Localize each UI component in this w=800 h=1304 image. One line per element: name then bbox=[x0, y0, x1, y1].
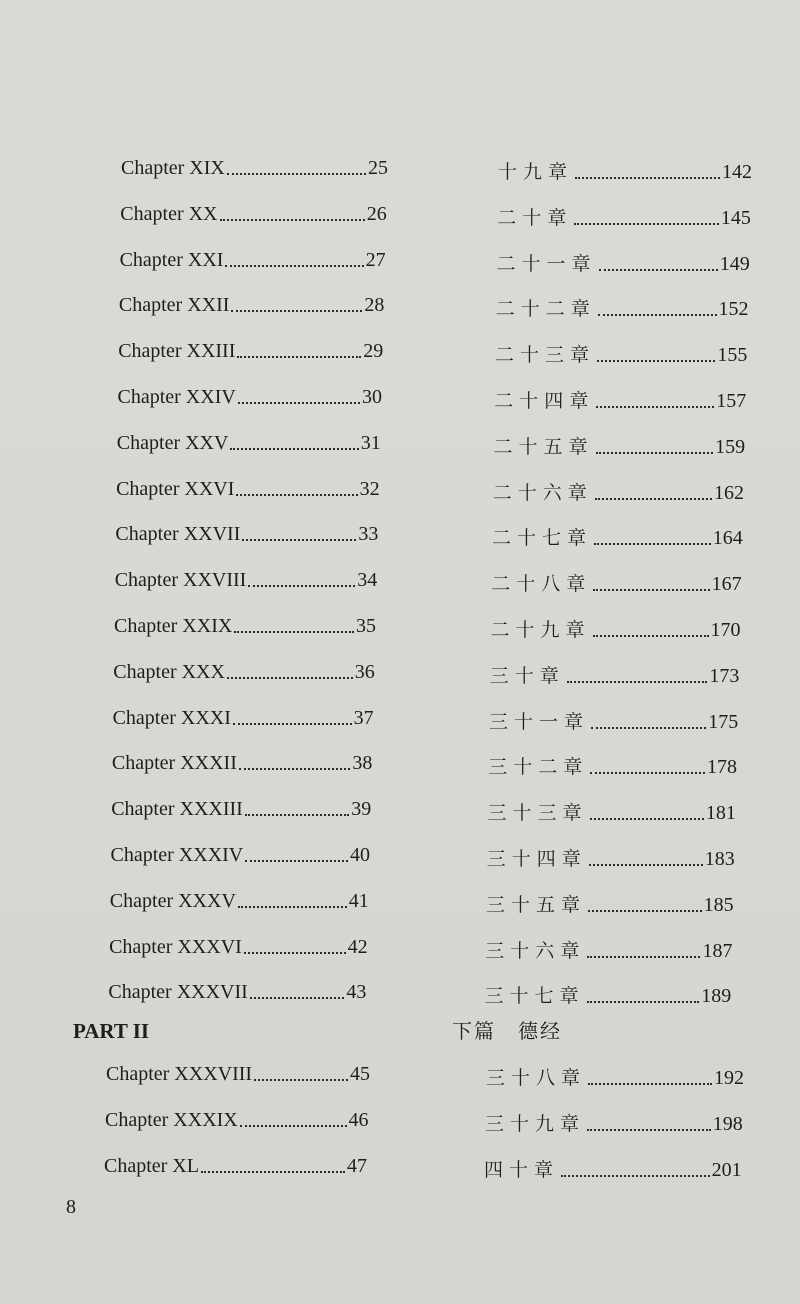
dot-leader bbox=[242, 538, 356, 541]
dot-leader bbox=[231, 309, 362, 312]
chapter-entry bbox=[114, 602, 376, 638]
chapter-zh-entry-label: 二十六章 bbox=[492, 481, 593, 504]
chapter-zh-entry bbox=[484, 1146, 742, 1182]
dot-leader bbox=[233, 722, 352, 725]
chapter-entry-label: Chapter XXXIV bbox=[110, 844, 244, 866]
chapter-zh-entry bbox=[488, 743, 737, 779]
chapter-entry bbox=[104, 1142, 367, 1178]
dot-leader bbox=[575, 176, 720, 179]
chapter-entry-label: Chapter XXI bbox=[119, 248, 224, 271]
chapter-zh-entry bbox=[486, 1054, 744, 1090]
chapter-zh-entry-page-number: 149 bbox=[719, 252, 750, 275]
chapter-entry-page-number: 42 bbox=[347, 935, 368, 958]
chapter-entry bbox=[105, 1096, 369, 1132]
dot-leader bbox=[596, 405, 714, 408]
chapter-entry bbox=[108, 968, 366, 1004]
chapter-entry bbox=[113, 648, 375, 684]
dot-leader bbox=[239, 767, 351, 770]
chapter-entry bbox=[120, 190, 387, 226]
chapter-entry-label: Chapter XIX bbox=[121, 157, 225, 179]
chapter-zh-entry bbox=[485, 927, 732, 963]
chapter-zh-entry-label: 三十三章 bbox=[487, 802, 588, 825]
chapter-zh-entry bbox=[487, 835, 735, 871]
chapter-zh-entry-page-number: 145 bbox=[720, 206, 751, 229]
chapter-zh-entry bbox=[491, 606, 741, 642]
chapter-zh-entry bbox=[497, 194, 751, 230]
dot-leader bbox=[244, 951, 346, 954]
chapter-zh-entry-page-number: 201 bbox=[711, 1159, 742, 1181]
chapter-zh-entry-label: 三十章 bbox=[489, 664, 565, 687]
dot-leader bbox=[590, 771, 705, 774]
chapter-zh-entry bbox=[494, 377, 746, 413]
chapter-entry-page-number: 27 bbox=[365, 248, 386, 271]
chapter-zh-entry-page-number: 178 bbox=[707, 756, 738, 779]
dot-leader bbox=[238, 401, 360, 404]
chapter-zh-entry-page-number: 183 bbox=[704, 848, 735, 870]
dot-leader bbox=[587, 1128, 711, 1131]
chapter-zh-entry-page-number: 198 bbox=[712, 1113, 743, 1135]
chapter-zh-entry-page-number: 192 bbox=[714, 1067, 744, 1089]
chapter-zh-entry-page-number: 142 bbox=[722, 161, 752, 183]
chapter-entry-page-number: 45 bbox=[350, 1063, 370, 1085]
chapter-zh-entry-label: 三十二章 bbox=[488, 756, 589, 779]
chapter-entry-label: Chapter XXVI bbox=[116, 477, 235, 500]
chapter-zh-entry-page-number: 155 bbox=[717, 344, 748, 367]
chapter-entry-label: Chapter XXV bbox=[116, 431, 229, 454]
dot-leader bbox=[230, 447, 358, 450]
chapter-entry-page-number: 36 bbox=[354, 660, 375, 683]
chapter-entry-page-number: 43 bbox=[346, 981, 367, 1004]
chapter-entry-page-number: 39 bbox=[351, 798, 372, 821]
chapter-entry-page-number: 37 bbox=[353, 706, 374, 729]
dot-leader bbox=[588, 1082, 712, 1085]
dot-leader bbox=[591, 726, 706, 729]
chapter-entry-page-number: 28 bbox=[364, 294, 385, 317]
chapter-entry-label: Chapter XXXIX bbox=[105, 1109, 238, 1131]
chapter-zh-entry-label: 二十一章 bbox=[496, 252, 597, 275]
chapter-entry-page-number: 25 bbox=[368, 157, 388, 179]
dot-leader bbox=[593, 588, 709, 591]
chapter-entry-label: Chapter XXIV bbox=[117, 386, 236, 408]
dot-leader bbox=[227, 172, 366, 175]
chapter-zh-entry-page-number: 159 bbox=[715, 435, 746, 458]
chapter-entry-label: Chapter XX bbox=[120, 202, 218, 225]
chapter-zh-entry-label: 二十三章 bbox=[495, 344, 596, 367]
chapter-entry-page-number: 33 bbox=[358, 523, 379, 546]
chapter-entry-label: Chapter XXIII bbox=[118, 340, 236, 363]
chapter-entry-page-number: 26 bbox=[366, 202, 387, 225]
chapter-zh-entry-page-number: 162 bbox=[713, 481, 744, 504]
dot-leader bbox=[574, 222, 719, 225]
chapter-zh-entry-label: 三十一章 bbox=[489, 710, 590, 733]
dot-leader bbox=[236, 493, 357, 496]
chapter-zh-entry bbox=[485, 1100, 743, 1136]
chapter-zh-entry-page-number: 157 bbox=[716, 390, 747, 412]
dot-leader bbox=[250, 996, 345, 999]
chapter-entry-label: Chapter XXXVI bbox=[109, 935, 242, 958]
chapter-zh-entry bbox=[494, 423, 746, 459]
chapter-zh-entry-page-number: 152 bbox=[718, 298, 749, 321]
dot-leader bbox=[237, 355, 361, 358]
chapter-entry bbox=[110, 877, 369, 913]
chapter-zh-entry bbox=[498, 148, 752, 184]
chapter-entry bbox=[121, 144, 388, 180]
chapter-entry-page-number: 47 bbox=[347, 1155, 367, 1177]
chapter-entry-label: Chapter XXXII bbox=[111, 752, 237, 775]
chapter-entry bbox=[119, 281, 385, 317]
chapter-entry bbox=[117, 419, 381, 455]
chapter-zh-entry-label: 三十七章 bbox=[484, 985, 585, 1008]
chapter-entry bbox=[115, 510, 378, 546]
chapter-entry-page-number: 35 bbox=[356, 615, 376, 637]
dot-leader bbox=[587, 1000, 700, 1003]
chapter-entry-label: Chapter XXXVII bbox=[108, 981, 248, 1004]
chapter-entry bbox=[120, 236, 386, 272]
chapter-zh-entry bbox=[496, 285, 749, 321]
chapter-zh-entry bbox=[490, 652, 740, 688]
dot-leader bbox=[594, 542, 711, 545]
dot-leader bbox=[590, 817, 704, 820]
chapter-entry-label: Chapter XXVII bbox=[115, 523, 241, 546]
part-ii-heading-zh: 下篇 德经 bbox=[452, 1019, 562, 1043]
chapter-zh-entry-label: 三十九章 bbox=[485, 1113, 586, 1135]
dot-leader bbox=[234, 630, 354, 633]
chapter-zh-entry-page-number: 189 bbox=[701, 985, 732, 1008]
chapter-zh-entry bbox=[497, 240, 750, 276]
chapter-entry-page-number: 46 bbox=[348, 1109, 369, 1131]
chapter-zh-entry-page-number: 167 bbox=[711, 573, 742, 596]
chapter-zh-entry bbox=[495, 331, 747, 367]
chapter-zh-entry-page-number: 164 bbox=[712, 527, 743, 550]
dot-leader bbox=[597, 359, 715, 362]
chapter-zh-entry-page-number: 170 bbox=[710, 619, 741, 641]
chapter-entry-page-number: 30 bbox=[362, 386, 382, 408]
dot-leader bbox=[598, 313, 717, 316]
chapter-entry-label: Chapter XXXVIII bbox=[106, 1063, 253, 1085]
chapter-entry bbox=[118, 327, 383, 363]
chapter-entry bbox=[112, 739, 373, 775]
chapter-entry-page-number: 34 bbox=[357, 569, 378, 592]
dot-leader bbox=[227, 676, 353, 679]
dot-leader bbox=[593, 634, 709, 637]
chapter-zh-entry-label: 三十四章 bbox=[486, 848, 587, 870]
chapter-entry bbox=[111, 831, 371, 867]
chapter-zh-entry-page-number: 187 bbox=[702, 939, 733, 962]
dot-leader bbox=[238, 905, 347, 908]
chapter-zh-entry-page-number: 185 bbox=[703, 893, 734, 916]
dot-leader bbox=[240, 1124, 347, 1127]
chapter-zh-entry-label: 十九章 bbox=[498, 161, 574, 183]
chapter-zh-entry-label: 二十九章 bbox=[490, 619, 591, 641]
chapter-zh-entry-label: 三十六章 bbox=[485, 939, 586, 962]
chapter-entry bbox=[113, 694, 374, 730]
chapter-entry bbox=[116, 465, 380, 501]
chapter-zh-entry-label: 三十八章 bbox=[486, 1067, 587, 1089]
chapter-entry bbox=[118, 373, 383, 409]
chapter-zh-entry bbox=[489, 698, 738, 734]
chapter-zh-entry-label: 二十四章 bbox=[494, 390, 595, 412]
part-ii-heading: PART II bbox=[73, 1019, 150, 1043]
dot-leader bbox=[245, 813, 349, 816]
chapter-entry-label: Chapter XL bbox=[104, 1155, 199, 1177]
chapter-zh-entry bbox=[492, 514, 743, 550]
chapter-zh-entry-label: 三十五章 bbox=[486, 893, 587, 916]
dot-leader bbox=[201, 1170, 345, 1173]
chapter-entry bbox=[111, 785, 371, 821]
chapter-entry-label: Chapter XXVIII bbox=[114, 569, 247, 592]
chapter-zh-entry bbox=[488, 789, 736, 825]
chapter-entry-page-number: 31 bbox=[360, 431, 381, 454]
dot-leader bbox=[254, 1078, 348, 1081]
chapter-entry-label: Chapter XXX bbox=[113, 660, 225, 683]
chapter-entry-label: Chapter XXXV bbox=[109, 889, 236, 912]
chapter-entry-page-number: 38 bbox=[352, 752, 373, 775]
chapter-entry bbox=[106, 1050, 370, 1086]
chapter-zh-entry bbox=[485, 972, 732, 1008]
chapter-zh-entry bbox=[486, 881, 734, 917]
chapter-entry bbox=[115, 556, 378, 592]
dot-leader bbox=[567, 680, 708, 683]
dot-leader bbox=[588, 909, 702, 912]
dot-leader bbox=[595, 497, 712, 500]
dot-leader bbox=[596, 451, 714, 454]
dot-leader bbox=[220, 218, 365, 221]
chapter-zh-entry-label: 二十二章 bbox=[495, 298, 596, 321]
page-number: 8 bbox=[66, 1196, 76, 1218]
chapter-entry-page-number: 29 bbox=[363, 340, 384, 363]
dot-leader bbox=[587, 955, 700, 958]
chapter-entry-page-number: 41 bbox=[348, 889, 369, 912]
chapter-entry bbox=[109, 923, 368, 959]
chapter-zh-entry-page-number: 175 bbox=[708, 710, 739, 733]
dot-leader bbox=[248, 584, 355, 587]
chapter-zh-entry-label: 二十五章 bbox=[493, 435, 594, 458]
dot-leader bbox=[245, 859, 348, 862]
chapter-zh-entry-label: 二十章 bbox=[497, 206, 573, 229]
chapter-zh-entry-label: 四十章 bbox=[484, 1159, 560, 1181]
chapter-zh-entry-page-number: 181 bbox=[705, 802, 736, 825]
dot-leader bbox=[599, 268, 718, 271]
chapter-entry-label: Chapter XXXI bbox=[112, 706, 231, 729]
chapter-entry-label: Chapter XXII bbox=[118, 294, 230, 317]
chapter-zh-entry bbox=[491, 560, 741, 596]
dot-leader bbox=[225, 264, 363, 267]
chapter-zh-entry-page-number: 173 bbox=[709, 664, 740, 687]
dot-leader bbox=[561, 1174, 710, 1177]
chapter-entry-page-number: 40 bbox=[350, 844, 370, 866]
chapter-zh-entry-label: 二十八章 bbox=[491, 573, 592, 596]
chapter-entry-label: Chapter XXIX bbox=[114, 615, 233, 637]
dot-leader bbox=[589, 863, 703, 866]
chapter-entry-page-number: 32 bbox=[359, 477, 380, 500]
chapter-zh-entry bbox=[493, 469, 744, 505]
chapter-entry-label: Chapter XXXIII bbox=[111, 798, 243, 821]
chapter-zh-entry-label: 二十七章 bbox=[492, 527, 593, 550]
